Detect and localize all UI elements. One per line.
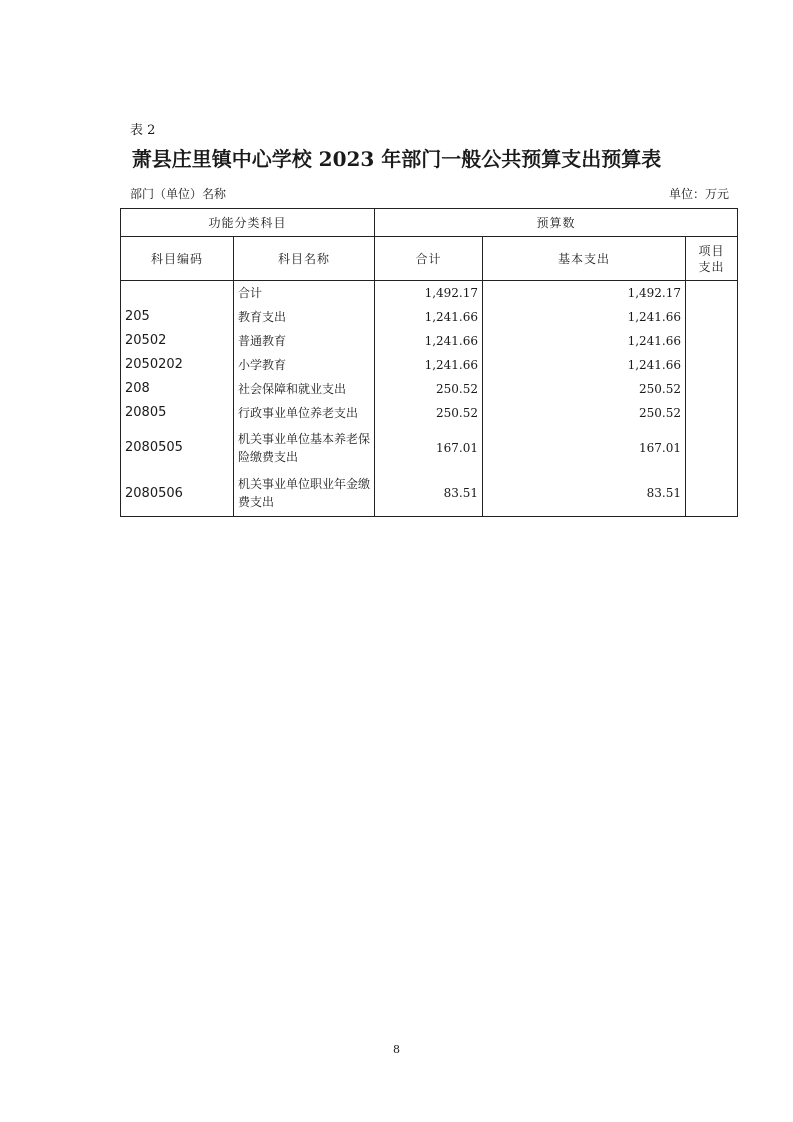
department-label: 部门（单位）名称 — [130, 187, 227, 201]
row-total: 83.51 — [375, 471, 483, 517]
header-basic-expenditure: 基本支出 — [483, 237, 686, 281]
row-total: 250.52 — [375, 377, 483, 401]
table-row — [121, 471, 738, 517]
row-code: 20805 — [121, 401, 234, 425]
row-code: 2050202 — [121, 353, 234, 377]
row-name: 合计 — [234, 281, 375, 305]
row-code: 208 — [121, 377, 234, 401]
table-row — [121, 305, 738, 329]
header-code: 科目编码 — [121, 237, 234, 281]
table-row — [121, 329, 738, 353]
row-project — [686, 401, 738, 425]
header-budget-amount: 预算数 — [375, 209, 738, 237]
table-row — [121, 425, 738, 471]
row-basic: 1,241.66 — [483, 329, 686, 353]
row-code — [121, 281, 234, 305]
row-basic: 1,241.66 — [483, 305, 686, 329]
table-label: 表 2 — [130, 123, 156, 138]
row-total: 1,241.66 — [375, 329, 483, 353]
row-project — [686, 329, 738, 353]
header-row-bottom — [121, 237, 738, 281]
row-project — [686, 471, 738, 517]
header-project-line2: 支出 — [698, 259, 725, 274]
row-code: 205 — [121, 305, 234, 329]
table-row — [121, 353, 738, 377]
row-basic: 167.01 — [483, 425, 686, 471]
row-name: 行政事业单位养老支出 — [234, 401, 375, 425]
row-total: 1,241.66 — [375, 353, 483, 377]
row-code: 2080505 — [121, 425, 234, 471]
row-project — [686, 377, 738, 401]
row-code: 20502 — [121, 329, 234, 353]
row-project — [686, 425, 738, 471]
row-project — [686, 281, 738, 305]
row-name: 社会保障和就业支出 — [234, 377, 375, 401]
row-name: 机关事业单位职业年金缴费支出 — [234, 471, 375, 517]
row-name: 小学教育 — [234, 353, 375, 377]
header-name: 科目名称 — [234, 237, 375, 281]
row-total: 1,241.66 — [375, 305, 483, 329]
row-total: 250.52 — [375, 401, 483, 425]
budget-table — [120, 208, 738, 517]
table-row — [121, 401, 738, 425]
row-basic: 250.52 — [483, 401, 686, 425]
page-title: 萧县庄里镇中心学校 2023 年部门一般公共预算支出预算表 — [131, 147, 662, 171]
header-row-top — [121, 209, 738, 237]
row-basic: 1,241.66 — [483, 353, 686, 377]
table-row — [121, 377, 738, 401]
row-name: 教育支出 — [234, 305, 375, 329]
header-project-expenditure — [686, 237, 738, 281]
row-name: 普通教育 — [234, 329, 375, 353]
row-basic: 250.52 — [483, 377, 686, 401]
table-row — [121, 281, 738, 305]
row-total: 167.01 — [375, 425, 483, 471]
header-functional-classification: 功能分类科目 — [121, 209, 375, 237]
row-basic: 83.51 — [483, 471, 686, 517]
row-project — [686, 353, 738, 377]
header-total: 合计 — [375, 237, 483, 281]
row-total: 1,492.17 — [375, 281, 483, 305]
page-number: 8 — [393, 1043, 400, 1056]
row-code: 2080506 — [121, 471, 234, 517]
unit-label: 单位：万元 — [668, 187, 729, 201]
row-basic: 1,492.17 — [483, 281, 686, 305]
header-project-line1: 项目 — [698, 243, 725, 258]
row-project — [686, 305, 738, 329]
row-name: 机关事业单位基本养老保险缴费支出 — [234, 425, 375, 471]
